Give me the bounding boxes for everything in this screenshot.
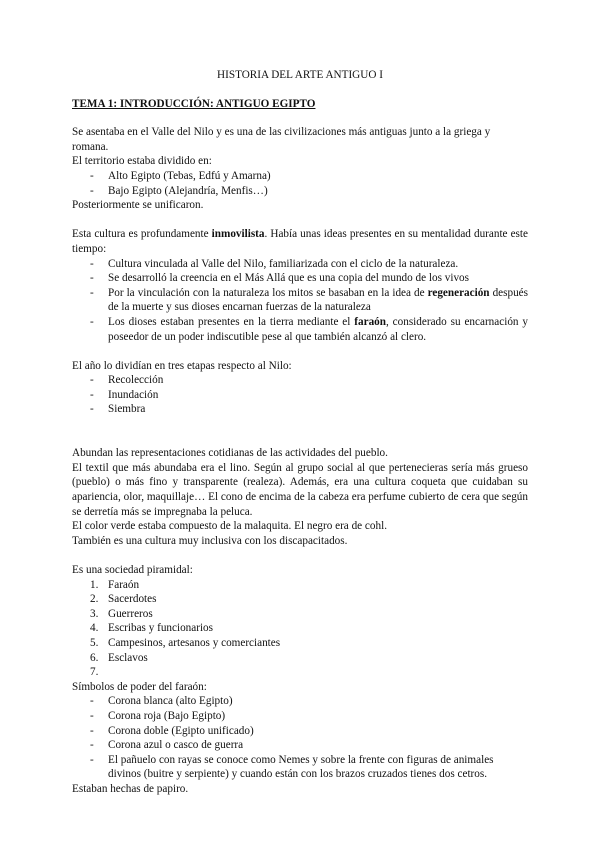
list-text: Escribas y funcionarios <box>108 622 214 635</box>
society-list <box>72 578 528 680</box>
text-span: después de la muerte y sus dioses encarnan fuerzas de la naturaleza <box>108 286 529 314</box>
list-text: Sacerdotes <box>108 593 157 606</box>
textile-paragraph: El textil que más abundaba era el lino. Según al grupo social al que pertenecieras sería más grueso (pueblo) o más fino y transparente (realeza). Además, era una cultura coqueta que cuidaban su apariencia, olor, maquillaje… El cono de encima de la cabeza era perfume cubierto de cera que según se derretía más se impregnaba la peluca. <box>72 461 528 518</box>
list-item: - Corona blanca (alto Egipto) <box>72 694 528 709</box>
list-item: - Corona roja (Bajo Egipto) <box>72 709 528 724</box>
document-page <box>72 68 528 797</box>
society-paragraph: Es una sociedad piramidal: <box>72 564 193 576</box>
list-item <box>72 578 528 593</box>
list-item <box>72 286 528 315</box>
list-text: Guerreros <box>108 607 153 620</box>
nile-paragraph: El año lo dividían en tres etapas respecto al Nilo: <box>72 359 292 372</box>
list-number: 7. <box>90 666 99 679</box>
list-number: 2. <box>90 593 99 606</box>
territory-list <box>72 169 528 198</box>
culture-list <box>72 257 528 345</box>
intro-paragraph: Se asentaba en el Valle del Nilo y es una de las civilizaciones más antiguas junto a la griega y romana. <box>72 126 491 153</box>
text-span: Esta cultura es profundamente <box>72 228 212 241</box>
list-text: Faraón <box>108 578 140 591</box>
list-item: - Se desarrolló la creencia en el Más Allá que es una copia del mundo de los vivos <box>72 271 528 286</box>
list-item: - Recolección <box>72 373 528 388</box>
daily-life-paragraph: Abundan las representaciones cotidianas de las actividades del pueblo. <box>72 447 388 460</box>
bold-term: inmovilista <box>211 228 265 241</box>
list-number: 3. <box>90 607 99 620</box>
list-item: - Inundación <box>72 388 528 403</box>
list-text: Campesinos, artesanos y comerciantes <box>108 636 281 649</box>
nile-stages-list <box>72 373 528 417</box>
list-item: - Bajo Egipto (Alejandría, Menfis…) <box>72 184 528 199</box>
document-title: HISTORIA DEL ARTE ANTIGUO I <box>217 69 383 81</box>
list-number: 4. <box>90 622 99 635</box>
list-item <box>72 665 528 680</box>
list-item <box>72 315 528 344</box>
list-item: - Cultura vinculada al Valle del Nilo, familiarizada con el ciclo de la naturaleza. <box>72 257 528 272</box>
list-item: - El pañuelo con rayas se conoce como Nemes y sobre la frente con figuras de animales divinos (buitre y serpiente) y cuando están con los brazos cruzados tienes dos cetros. <box>72 753 528 782</box>
list-item <box>72 651 528 666</box>
list-item: - Siembra <box>72 402 528 417</box>
list-item: - Corona doble (Egipto unificado) <box>72 724 528 739</box>
intro-unification: Posteriormente se unificaron. <box>72 199 204 212</box>
list-item <box>72 607 528 622</box>
list-number: 6. <box>90 651 99 664</box>
intro-territory: El territorio estaba dividido en: <box>72 155 212 168</box>
colors-paragraph: El color verde estaba compuesto de la malaquita. El negro era de cohl. <box>72 520 387 533</box>
list-item <box>72 636 528 651</box>
symbols-paragraph: Símbolos de poder del faraón: <box>72 680 207 693</box>
bold-term: regeneración <box>427 286 490 299</box>
list-item: - Alto Egipto (Tebas, Edfú y Amarna) <box>72 169 528 184</box>
list-item <box>72 621 528 636</box>
text-span: , considerado su encarnación y poseedor de un poder indiscutible pese al que también alcanzó al clero. <box>108 315 528 343</box>
culture-paragraph <box>72 227 528 256</box>
papyrus-paragraph: Estaban hechas de papiro. <box>72 782 189 795</box>
text-span: Los dioses estaban presentes en la tierra mediante el <box>108 315 355 328</box>
list-number: 1. <box>90 578 99 591</box>
bold-term: faraón <box>354 315 386 328</box>
list-number: 5. <box>90 636 99 649</box>
list-item <box>72 592 528 607</box>
list-text: Esclavos <box>108 651 148 664</box>
text-span: Por la vinculación con la naturaleza los mitos se basaban en la idea de <box>108 286 428 299</box>
list-text <box>108 666 111 678</box>
section-heading: TEMA 1: INTRODUCCIÓN: ANTIGUO EGIPTO <box>72 97 316 110</box>
text-span: . Había unas ideas presentes en su mentalidad durante este tiempo: <box>72 228 528 255</box>
list-item: - Corona azul o casco de guerra <box>72 738 528 753</box>
symbols-list <box>72 694 528 782</box>
inclusion-paragraph: También es una cultura muy inclusiva con los discapacitados. <box>72 534 348 547</box>
